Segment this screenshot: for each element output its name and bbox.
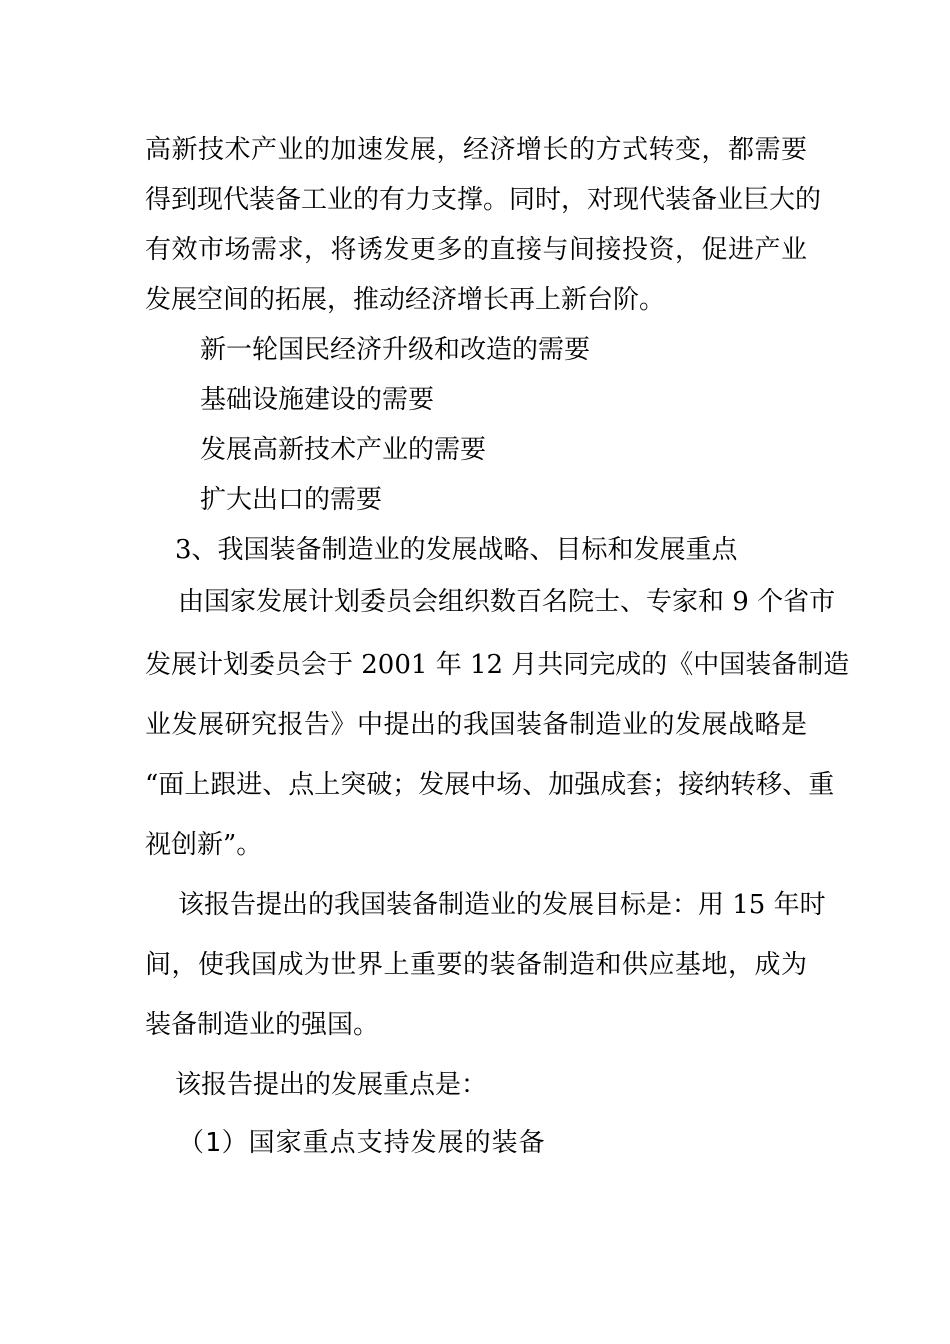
paragraph-line: 得到现代装备工业的有力支撑。同时，对现代装备业巨大的 (145, 185, 822, 215)
paragraph-line: 由国家发展计划委员会组织数百名院士、专家和 9 个省市 (178, 587, 836, 617)
paragraph-line: “面上跟进、点上突破；发展中场、加强成套；接纳转移、重 (145, 770, 835, 800)
paragraph-line: 视创新”。 (145, 830, 263, 860)
paragraph-line: 高新技术产业的加速发展，经济增长的方式转变，都需要 (145, 135, 807, 165)
paragraph-line: 该报告提出的我国装备制造业的发展目标是：用 15 年时 (178, 890, 826, 920)
list-item: 新一轮国民经济升级和改造的需要 (200, 335, 591, 365)
paragraph-line: 间，使我国成为世界上重要的装备制造和供应基地，成为 (145, 950, 807, 980)
paragraph-line: 发展计划委员会于 2001 年 12 月共同完成的《中国装备制造 (145, 650, 850, 680)
paragraph-line: 发展空间的拓展，推动经济增长再上新台阶。 (145, 285, 666, 315)
paragraph-line: 装备制造业的强国。 (145, 1010, 380, 1040)
list-item: 扩大出口的需要 (200, 485, 383, 515)
list-item: 基础设施建设的需要 (200, 385, 435, 415)
numbered-item: （1）国家重点支持发展的装备 (178, 1128, 546, 1158)
section-heading: 3、我国装备制造业的发展战略、目标和发展重点 (175, 535, 738, 565)
paragraph-line: 有效市场需求，将诱发更多的直接与间接投资，促进产业 (145, 235, 807, 265)
list-item: 发展高新技术产业的需要 (200, 435, 487, 465)
paragraph-line: 业发展研究报告》中提出的我国装备制造业的发展战略是 (145, 710, 807, 740)
paragraph-line: 该报告提出的发展重点是： (175, 1070, 488, 1100)
